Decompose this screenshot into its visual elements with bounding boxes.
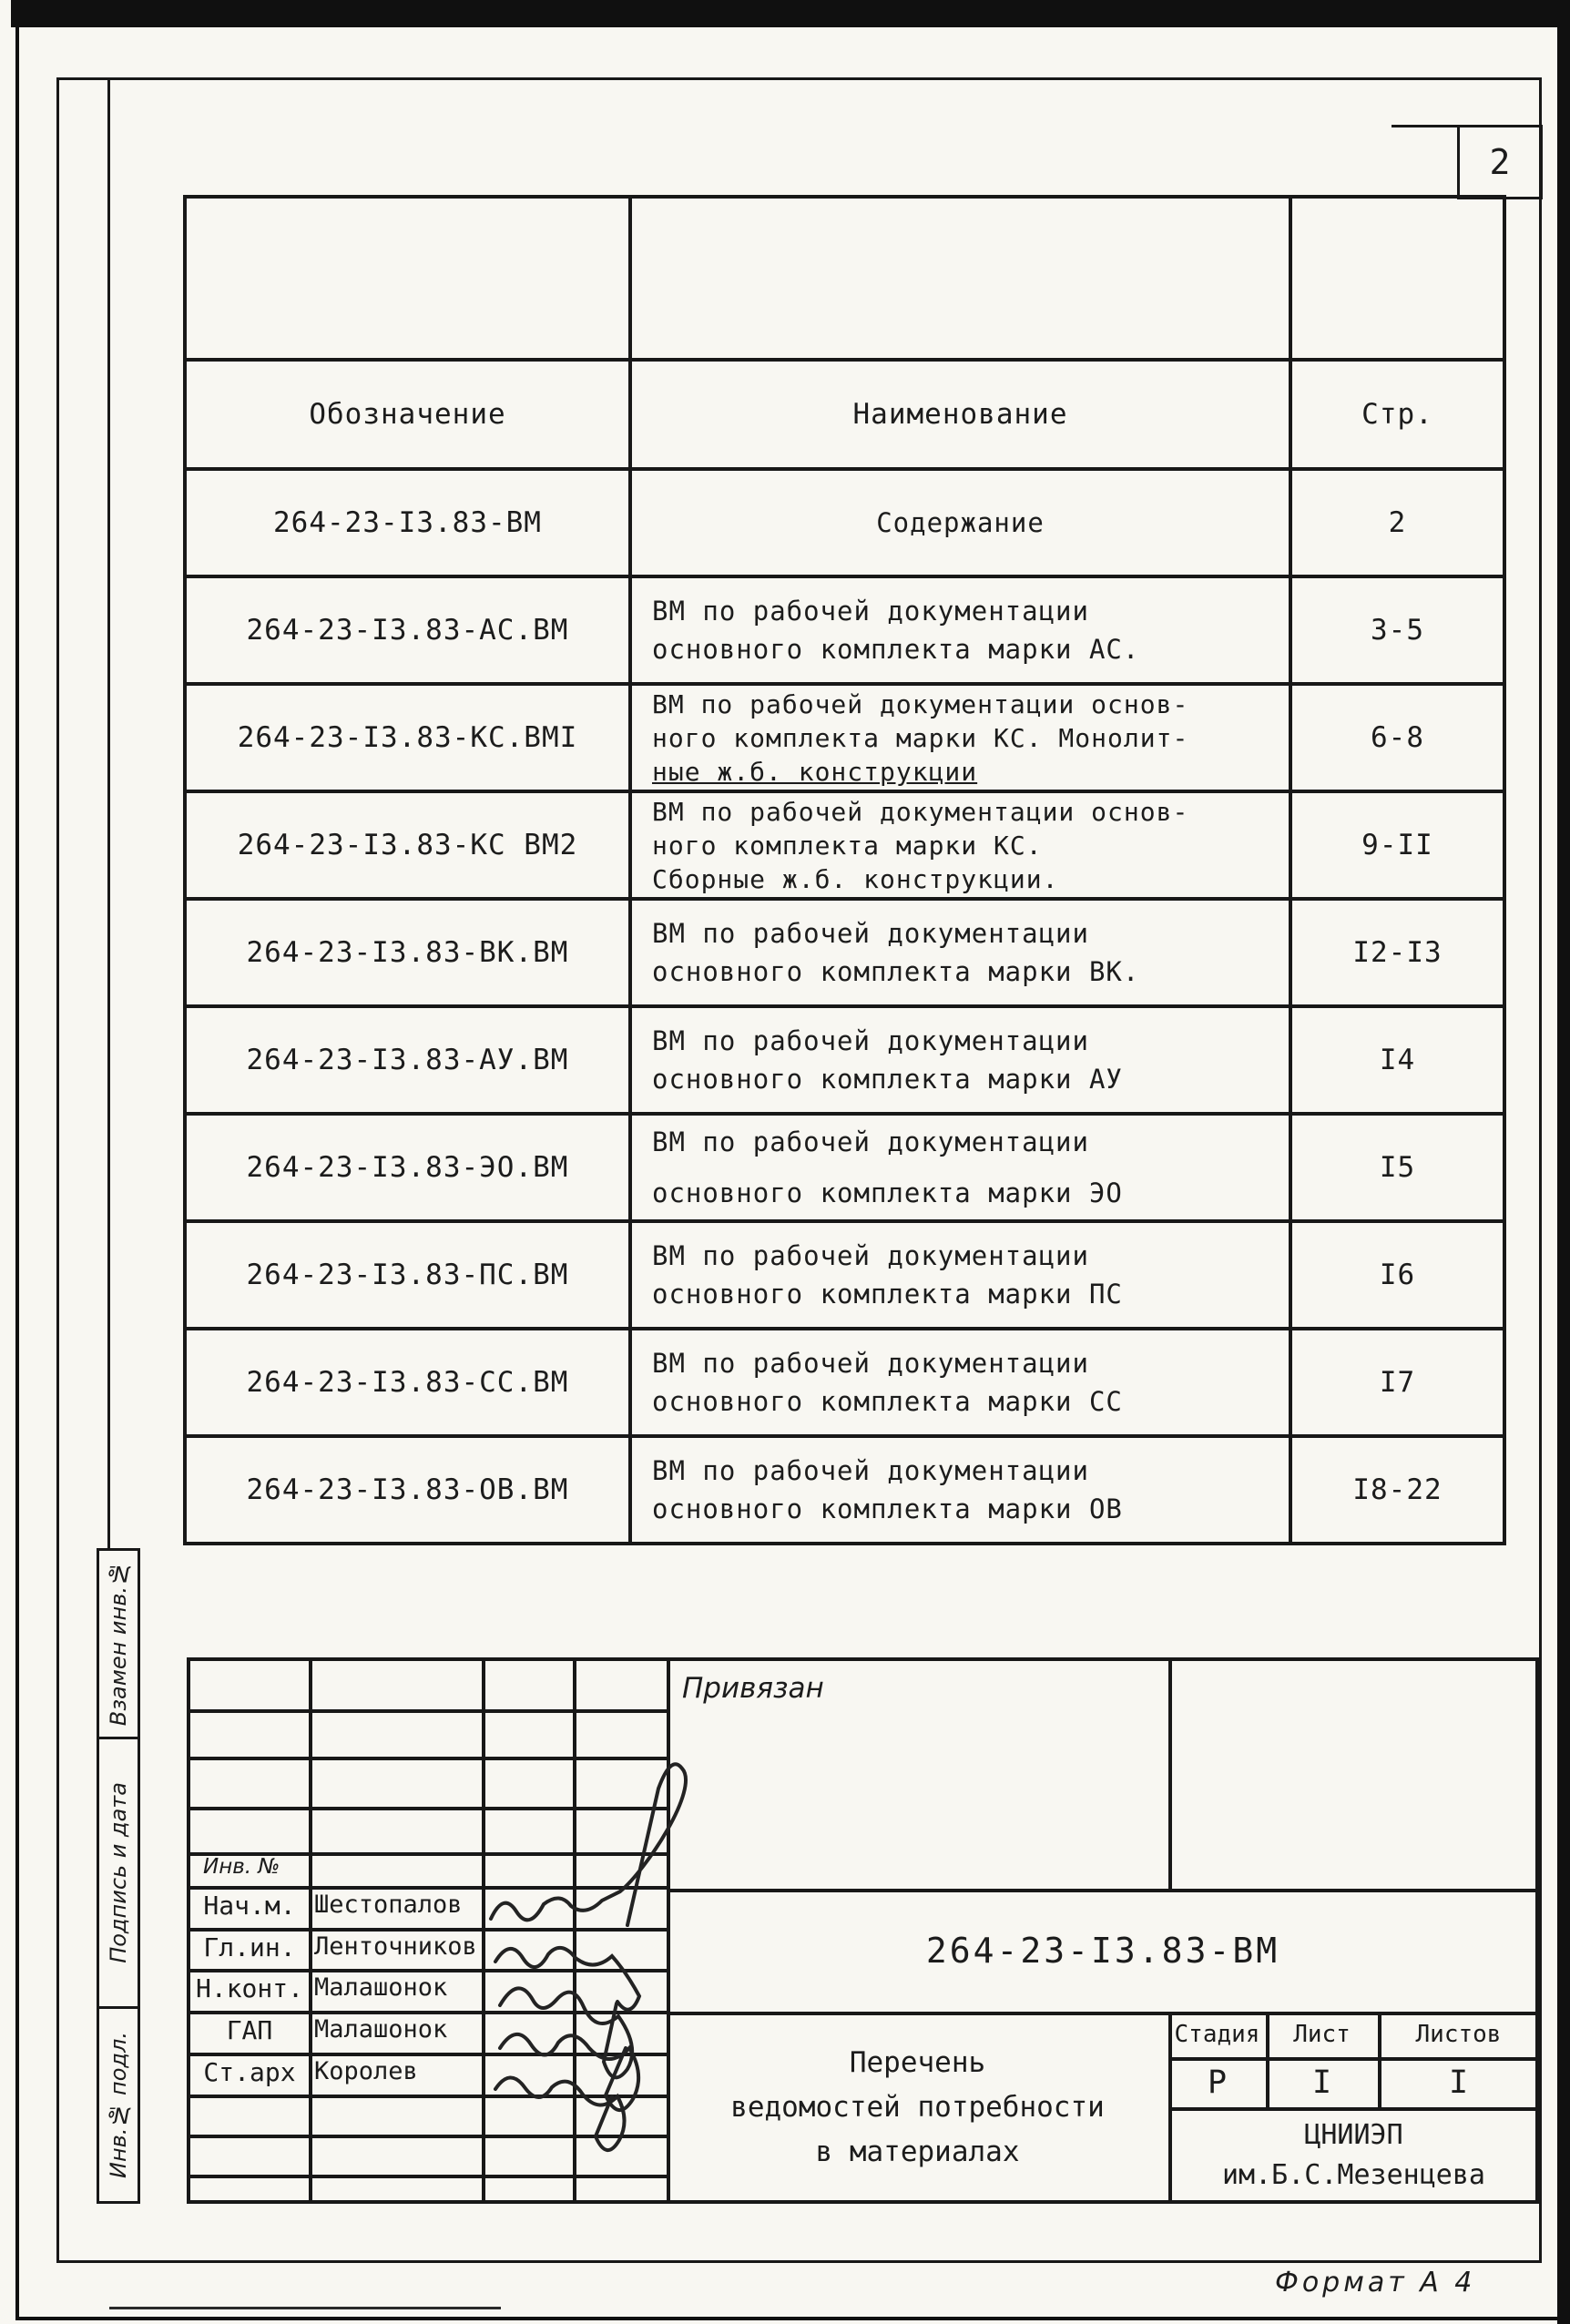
table-cell-empty: [187, 199, 628, 358]
name-line: ного комплекта марки КС. Монолит-: [652, 722, 1189, 753]
stamp-rule: [190, 2135, 667, 2138]
stage-value: Р: [1207, 2064, 1228, 2101]
stamp-rule: [190, 2095, 667, 2098]
name-line: основного комплекта марки ВК.: [652, 956, 1140, 987]
sheets-value: I: [1448, 2064, 1469, 2101]
row-name: [628, 1219, 1289, 1327]
row-page: I4: [1289, 1004, 1503, 1112]
side-strip-label: Подпись и дата: [106, 1782, 131, 1963]
row-designation: 264-23-I3.83-ОВ.ВМ: [187, 1434, 628, 1542]
row-page: I2-I3: [1289, 897, 1503, 1004]
row-page: 6-8: [1289, 682, 1503, 790]
stamp-rule: [190, 2175, 667, 2178]
signature-row: [190, 1973, 492, 2003]
binding-note: Привязан: [682, 1672, 824, 1705]
organization-line: ЦНИИЭП: [1304, 2119, 1403, 2151]
inventory-number-label: Инв. №: [203, 1855, 280, 1879]
signature-row: [190, 2015, 492, 2045]
name-line: Содержание: [876, 507, 1045, 538]
stamp-rule: [190, 1807, 667, 1810]
side-strip-label: Инв.№ подл.: [106, 2032, 131, 2178]
side-strip: [97, 1548, 140, 2204]
row-name: [628, 897, 1289, 1004]
stage-col-header: Стадия: [1174, 2021, 1260, 2048]
row-page: 2: [1289, 467, 1503, 575]
row-page: I6: [1289, 1219, 1503, 1327]
name-line: основного комплекта марки АУ: [652, 1064, 1123, 1095]
row-designation: 264-23-I3.83-АС.ВМ: [187, 575, 628, 682]
name-line: ВМ по рабочей документации: [652, 1455, 1089, 1486]
sheet-number: 2: [1489, 142, 1511, 182]
row-designation: 264-23-I3.83-ВМ: [187, 467, 628, 575]
signer-name: Шестопалов: [314, 1891, 463, 1919]
side-strip-label: Взамен инв.№: [106, 1561, 131, 1727]
sheet-number-box: [1457, 125, 1543, 199]
row-name: [628, 467, 1289, 575]
name-line: ные ж.б. конструкции: [652, 756, 978, 787]
col-header-page: Стр.: [1289, 358, 1503, 467]
name-line: основного комплекта марки СС: [652, 1386, 1123, 1417]
row-designation: 264-23-I3.83-ПС.ВМ: [187, 1219, 628, 1327]
signature-row: [190, 2057, 492, 2087]
name-line: Сборные ж.б. конструкции.: [652, 863, 1059, 894]
document-title-line: ведомостей потребности: [730, 2091, 1105, 2124]
name-line: основного комплекта марки АС.: [652, 634, 1140, 665]
name-line: основного комплекта марки ПС: [652, 1279, 1123, 1310]
document-title-line: Перечень: [849, 2046, 986, 2079]
signer-role: Н.конт.: [195, 1973, 303, 2003]
sheets-col-header: Листов: [1415, 2021, 1502, 2048]
sheet-value: I: [1311, 2064, 1332, 2101]
row-name: [628, 682, 1289, 790]
title-block: [187, 1657, 1539, 2204]
organization-name: [1168, 2107, 1539, 2204]
sheet-box-tick: [1392, 125, 1459, 127]
row-name: [628, 575, 1289, 682]
stamp-rule: [190, 2053, 667, 2056]
row-page: I5: [1289, 1112, 1503, 1219]
table-cell-empty: [1289, 199, 1503, 358]
scan-left-edge: [15, 24, 19, 2320]
stamp-rule: [190, 1928, 667, 1932]
contents-table: [183, 195, 1506, 1545]
side-strip-cell: [99, 2006, 138, 2201]
row-name: [628, 1434, 1289, 1542]
format-label: Формат А 4: [1275, 2267, 1476, 2299]
row-name: [628, 790, 1289, 897]
organization-line: им.Б.С.Мезенцева: [1222, 2159, 1485, 2191]
row-name: [628, 1327, 1289, 1434]
row-designation: 264-23-I3.83-СС.ВМ: [187, 1327, 628, 1434]
filing-margin-line: [107, 77, 110, 1548]
stamp-rule: [190, 1969, 667, 1972]
document-number: 264-23-I3.83-ВМ: [925, 1930, 1280, 1971]
row-name: [628, 1004, 1289, 1112]
signer-role: ГАП: [226, 2015, 273, 2045]
signer-name: Королев: [314, 2057, 418, 2085]
name-line: основного комплекта марки ОВ: [652, 1493, 1123, 1524]
row-designation: 264-23-I3.83-ЭО.ВМ: [187, 1112, 628, 1219]
signer-role: Ст.арх: [203, 2057, 296, 2087]
name-line: ного комплекта марки КС.: [652, 830, 1043, 861]
name-line: ВМ по рабочей документации: [652, 1348, 1089, 1379]
signature-row: [190, 1932, 492, 1962]
stamp-rule: [190, 1757, 667, 1760]
scan-top-edge: [11, 0, 1570, 27]
name-line: ВМ по рабочей документации основ-: [652, 688, 1189, 719]
row-name: [628, 1112, 1289, 1219]
signer-role: Нач.м.: [203, 1891, 296, 1921]
scan-bottom-edge: [15, 2317, 1559, 2320]
document-title: [667, 2012, 1168, 2204]
row-designation: 264-23-I3.83-АУ.ВМ: [187, 1004, 628, 1112]
row-page: 9-II: [1289, 790, 1503, 897]
stamp-rule: [190, 1709, 667, 1713]
sheet-col-header: Лист: [1293, 2021, 1351, 2048]
side-strip-cell: [99, 1737, 138, 2006]
signer-name: Ленточников: [314, 1932, 477, 1961]
signer-role: Гл.ин.: [203, 1932, 296, 1962]
row-designation: 264-23-I3.83-КС.ВМI: [187, 682, 628, 790]
row-page: I7: [1289, 1327, 1503, 1434]
name-line: ВМ по рабочей документации: [652, 1240, 1089, 1271]
name-line: ВМ по рабочей документации: [652, 918, 1089, 949]
signature-row: [190, 1891, 492, 1921]
name-line: ВМ по рабочей документации: [652, 1025, 1089, 1056]
name-line: ВМ по рабочей документации: [652, 596, 1089, 627]
row-page: 3-5: [1289, 575, 1503, 682]
stamp-rule: [190, 2011, 667, 2014]
name-line: основного комплекта марки ЭО: [652, 1177, 1123, 1208]
col-header-name: Наименование: [628, 358, 1289, 467]
col-header-designation: Обозначение: [187, 358, 628, 467]
row-designation: 264-23-I3.83-ВК.ВМ: [187, 897, 628, 1004]
table-cell-empty: [628, 199, 1289, 358]
scan-bottom-smudge: [109, 2307, 501, 2309]
scan-right-edge: [1557, 0, 1570, 2324]
row-page: I8-22: [1289, 1434, 1503, 1542]
name-line: ВМ по рабочей документации: [652, 1126, 1089, 1157]
side-strip-cell: [99, 1551, 138, 1737]
row-designation: 264-23-I3.83-КС ВМ2: [187, 790, 628, 897]
signer-name: Малашонок: [314, 2015, 448, 2044]
name-line: ВМ по рабочей документации основ-: [652, 796, 1189, 827]
stamp-rule: [190, 1886, 667, 1890]
document-title-line: в материалах: [815, 2135, 1020, 2168]
signer-name: Малашонок: [314, 1973, 448, 2002]
stamp-rule: [1168, 1661, 1172, 1889]
